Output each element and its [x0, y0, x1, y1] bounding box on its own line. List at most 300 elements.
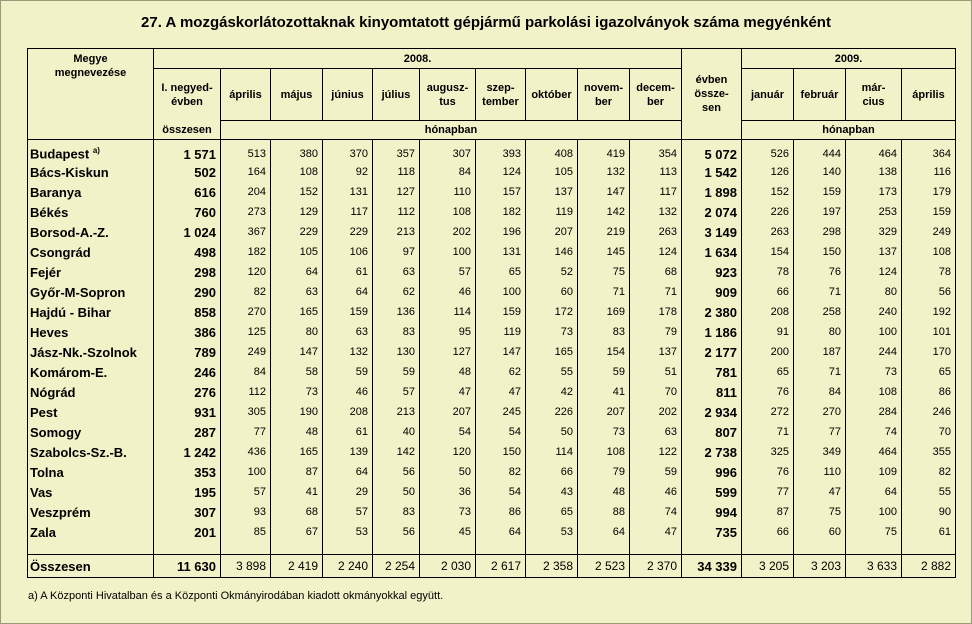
- month-value-2008: 77: [221, 422, 271, 442]
- month-value-2008: 95: [420, 322, 476, 342]
- month-value-2008: 393: [476, 140, 526, 163]
- month-value-2008: 65: [476, 262, 526, 282]
- month-value-2008: 93: [221, 502, 271, 522]
- month-value-2009: 192: [902, 302, 956, 322]
- year-total-value: 599: [682, 482, 742, 502]
- spacer-cell: [373, 542, 420, 555]
- month-value-2008: 79: [578, 462, 630, 482]
- month-value-2009: 253: [846, 202, 902, 222]
- month-value-2008: 273: [221, 202, 271, 222]
- year-total-value: 909: [682, 282, 742, 302]
- month-value-2008: 207: [578, 402, 630, 422]
- table-row: [28, 422, 956, 442]
- month-value-2008: 88: [578, 502, 630, 522]
- spacer-cell: [271, 542, 323, 555]
- month-value-2008: 47: [420, 382, 476, 402]
- month-value-2009: 78: [742, 262, 794, 282]
- month-value-2008: 129: [271, 202, 323, 222]
- month-header-2008: augusz- tus: [420, 69, 476, 121]
- month-value-2008: 127: [373, 182, 420, 202]
- month-value-2008: 87: [271, 462, 323, 482]
- q1-value: 1 242: [154, 442, 221, 462]
- month-value-2009: 71: [794, 282, 846, 302]
- month-header-2009: február: [794, 69, 846, 121]
- month-value-2009: 87: [742, 502, 794, 522]
- q1-value: 616: [154, 182, 221, 202]
- month-value-2008: 178: [630, 302, 682, 322]
- month-value-2008: 132: [630, 202, 682, 222]
- month-value-2009: 246: [902, 402, 956, 422]
- spacer-cell: [578, 542, 630, 555]
- month-value-2008: 82: [476, 462, 526, 482]
- month-value-2008: 64: [323, 282, 373, 302]
- month-value-2008: 47: [476, 382, 526, 402]
- year-total-header: évben össze- sen: [682, 49, 742, 140]
- month-value-2009: 364: [902, 140, 956, 163]
- q1-value: 287: [154, 422, 221, 442]
- table-row: [28, 362, 956, 382]
- page-title: 27. A mozgáskorlátozottaknak kinyomtatott gépjármű parkolási igazolványok száma megyénként: [141, 14, 831, 31]
- month-value-2008: 182: [221, 242, 271, 262]
- month-value-2009: 70: [902, 422, 956, 442]
- year-total-value: 1 186: [682, 322, 742, 342]
- month-value-2008: 50: [526, 422, 578, 442]
- month-value-2008: 59: [373, 362, 420, 382]
- month-value-2009: 263: [742, 222, 794, 242]
- month-value-2008: 2 370: [630, 555, 682, 578]
- month-value-2009: 126: [742, 162, 794, 182]
- year-total-value: 1 898: [682, 182, 742, 202]
- month-value-2008: 45: [420, 522, 476, 542]
- month-value-2009: 526: [742, 140, 794, 163]
- month-value-2009: 258: [794, 302, 846, 322]
- month-header-2008: június: [323, 69, 373, 121]
- month-header-2009: április: [902, 69, 956, 121]
- year-total-value: 781: [682, 362, 742, 382]
- month-value-2008: 152: [271, 182, 323, 202]
- month-value-2009: 109: [846, 462, 902, 482]
- month-value-2008: 150: [476, 442, 526, 462]
- table-row: [28, 402, 956, 422]
- month-value-2009: 76: [742, 382, 794, 402]
- month-value-2008: 147: [271, 342, 323, 362]
- month-value-2008: 2 523: [578, 555, 630, 578]
- spacer-cell: [476, 542, 526, 555]
- month-value-2008: 112: [373, 202, 420, 222]
- month-value-2008: 73: [526, 322, 578, 342]
- month-value-2008: 169: [578, 302, 630, 322]
- month-unit-2008: hónapban: [221, 121, 682, 140]
- q1-value: 386: [154, 322, 221, 342]
- month-header-2008: április: [221, 69, 271, 121]
- month-header-2008: május: [271, 69, 323, 121]
- month-value-2008: 71: [578, 282, 630, 302]
- month-value-2008: 100: [420, 242, 476, 262]
- month-value-2009: 84: [794, 382, 846, 402]
- month-value-2008: 2 358: [526, 555, 578, 578]
- month-value-2008: 164: [221, 162, 271, 182]
- month-value-2008: 2 254: [373, 555, 420, 578]
- month-value-2009: 270: [794, 402, 846, 422]
- month-value-2008: 2 030: [420, 555, 476, 578]
- month-value-2008: 63: [630, 422, 682, 442]
- q1-value: 201: [154, 522, 221, 542]
- month-value-2009: 152: [742, 182, 794, 202]
- month-value-2009: 179: [902, 182, 956, 202]
- month-value-2008: 54: [420, 422, 476, 442]
- month-value-2008: 120: [221, 262, 271, 282]
- month-value-2008: 354: [630, 140, 682, 163]
- data-table: [27, 48, 956, 578]
- month-value-2008: 43: [526, 482, 578, 502]
- month-value-2009: 140: [794, 162, 846, 182]
- county-name: Tolna: [28, 462, 154, 482]
- month-value-2008: 84: [420, 162, 476, 182]
- spacer-cell: [221, 542, 271, 555]
- month-value-2009: 3 633: [846, 555, 902, 578]
- q1-value: 931: [154, 402, 221, 422]
- year-2008-header: 2008.: [154, 49, 682, 69]
- month-value-2009: 47: [794, 482, 846, 502]
- month-value-2008: 159: [476, 302, 526, 322]
- month-value-2008: 100: [476, 282, 526, 302]
- month-value-2008: 68: [630, 262, 682, 282]
- month-value-2009: 101: [902, 322, 956, 342]
- county-name: Összesen: [28, 555, 154, 578]
- month-value-2008: 114: [526, 442, 578, 462]
- month-unit-2009: hónapban: [742, 121, 956, 140]
- month-value-2008: 75: [578, 262, 630, 282]
- month-value-2008: 124: [476, 162, 526, 182]
- month-value-2008: 74: [630, 502, 682, 522]
- month-value-2008: 2 419: [271, 555, 323, 578]
- month-value-2008: 86: [476, 502, 526, 522]
- month-value-2009: 75: [794, 502, 846, 522]
- spacer-cell: [323, 542, 373, 555]
- month-header-2008: október: [526, 69, 578, 121]
- table-row: [28, 462, 956, 482]
- year-total-value: 996: [682, 462, 742, 482]
- month-value-2008: 196: [476, 222, 526, 242]
- q1-header: I. negyed- évben: [154, 69, 221, 121]
- q1-value: 760: [154, 202, 221, 222]
- month-value-2009: 159: [902, 202, 956, 222]
- month-value-2008: 46: [420, 282, 476, 302]
- month-value-2008: 117: [323, 202, 373, 222]
- month-value-2008: 208: [323, 402, 373, 422]
- month-value-2008: 83: [373, 322, 420, 342]
- month-value-2009: 240: [846, 302, 902, 322]
- month-value-2008: 48: [420, 362, 476, 382]
- month-value-2008: 245: [476, 402, 526, 422]
- month-value-2008: 213: [373, 222, 420, 242]
- month-value-2008: 55: [526, 362, 578, 382]
- month-value-2009: 154: [742, 242, 794, 262]
- q1-value: 11 630: [154, 555, 221, 578]
- year-total-value: 2 738: [682, 442, 742, 462]
- spacer-cell: [526, 542, 578, 555]
- month-value-2008: 62: [373, 282, 420, 302]
- month-value-2009: 325: [742, 442, 794, 462]
- month-value-2008: 147: [476, 342, 526, 362]
- footnote-marker: a): [92, 146, 100, 156]
- month-value-2008: 132: [578, 162, 630, 182]
- year-total-value: 1 634: [682, 242, 742, 262]
- month-value-2008: 60: [526, 282, 578, 302]
- month-value-2008: 270: [221, 302, 271, 322]
- q1-value: 858: [154, 302, 221, 322]
- month-value-2008: 58: [271, 362, 323, 382]
- month-header-2008: szep- tember: [476, 69, 526, 121]
- month-value-2008: 146: [526, 242, 578, 262]
- footnote: a) A Központi Hivatalban és a Központi Okmányirodában kiadott okmányokkal együtt.: [28, 590, 444, 602]
- month-value-2009: 76: [742, 462, 794, 482]
- month-value-2008: 165: [271, 302, 323, 322]
- month-value-2009: 86: [902, 382, 956, 402]
- month-value-2008: 172: [526, 302, 578, 322]
- month-value-2009: 100: [846, 322, 902, 342]
- month-value-2008: 108: [578, 442, 630, 462]
- month-value-2008: 52: [526, 262, 578, 282]
- month-value-2008: 46: [630, 482, 682, 502]
- county-name: Borsod-A.-Z.: [28, 222, 154, 242]
- county-name: Baranya: [28, 182, 154, 202]
- county-name: Fejér: [28, 262, 154, 282]
- month-value-2009: 73: [846, 362, 902, 382]
- month-value-2008: 357: [373, 140, 420, 163]
- month-value-2008: 57: [373, 382, 420, 402]
- month-value-2009: 56: [902, 282, 956, 302]
- county-name: Heves: [28, 322, 154, 342]
- spacer-cell: [846, 542, 902, 555]
- year-total-value: 811: [682, 382, 742, 402]
- month-value-2009: 61: [902, 522, 956, 542]
- month-value-2009: 464: [846, 442, 902, 462]
- month-value-2009: 80: [794, 322, 846, 342]
- table-row: [28, 140, 956, 163]
- month-value-2008: 125: [221, 322, 271, 342]
- year-total-value: 3 149: [682, 222, 742, 242]
- month-value-2008: 219: [578, 222, 630, 242]
- month-value-2009: 464: [846, 140, 902, 163]
- county-name: [28, 140, 154, 163]
- month-value-2009: 80: [846, 282, 902, 302]
- spacer-cell: [28, 542, 154, 555]
- month-value-2008: 370: [323, 140, 373, 163]
- month-value-2008: 127: [420, 342, 476, 362]
- spacer-cell: [794, 542, 846, 555]
- month-value-2009: 60: [794, 522, 846, 542]
- month-value-2009: 65: [902, 362, 956, 382]
- year-2009-header: 2009.: [742, 49, 956, 69]
- month-value-2008: 204: [221, 182, 271, 202]
- table-row: [28, 262, 956, 282]
- month-value-2008: 79: [630, 322, 682, 342]
- month-value-2008: 117: [630, 182, 682, 202]
- month-value-2008: 202: [630, 402, 682, 422]
- month-value-2009: 137: [846, 242, 902, 262]
- month-value-2009: 64: [846, 482, 902, 502]
- month-value-2008: 29: [323, 482, 373, 502]
- month-value-2008: 108: [271, 162, 323, 182]
- table-row: [28, 555, 956, 578]
- county-name-text: Budapest: [30, 146, 90, 162]
- month-value-2008: 64: [323, 462, 373, 482]
- month-value-2008: 108: [420, 202, 476, 222]
- month-value-2009: 187: [794, 342, 846, 362]
- month-value-2008: 165: [526, 342, 578, 362]
- month-value-2009: 444: [794, 140, 846, 163]
- month-value-2008: 71: [630, 282, 682, 302]
- month-value-2008: 46: [323, 382, 373, 402]
- month-value-2008: 130: [373, 342, 420, 362]
- county-name: Jász-Nk.-Szolnok: [28, 342, 154, 362]
- month-value-2008: 84: [221, 362, 271, 382]
- month-header-2008: július: [373, 69, 420, 121]
- month-value-2008: 137: [630, 342, 682, 362]
- month-value-2008: 2 617: [476, 555, 526, 578]
- month-value-2009: 77: [742, 482, 794, 502]
- table-row: [28, 322, 956, 342]
- year-total-value: 2 934: [682, 402, 742, 422]
- month-value-2009: 66: [742, 522, 794, 542]
- month-value-2008: 202: [420, 222, 476, 242]
- month-value-2008: 73: [578, 422, 630, 442]
- month-value-2008: 229: [323, 222, 373, 242]
- month-value-2008: 436: [221, 442, 271, 462]
- month-value-2008: 142: [373, 442, 420, 462]
- month-value-2008: 120: [420, 442, 476, 462]
- month-value-2008: 157: [476, 182, 526, 202]
- year-total-value: 807: [682, 422, 742, 442]
- month-value-2008: 131: [476, 242, 526, 262]
- year-total-value: 923: [682, 262, 742, 282]
- month-value-2008: 41: [271, 482, 323, 502]
- month-value-2008: 73: [271, 382, 323, 402]
- month-header-2009: január: [742, 69, 794, 121]
- month-value-2008: 48: [271, 422, 323, 442]
- month-value-2009: 3 205: [742, 555, 794, 578]
- month-value-2008: 53: [526, 522, 578, 542]
- year-total-value: 994: [682, 502, 742, 522]
- county-name: Komárom-E.: [28, 362, 154, 382]
- month-value-2009: 3 203: [794, 555, 846, 578]
- month-value-2008: 80: [271, 322, 323, 342]
- month-value-2009: 200: [742, 342, 794, 362]
- month-value-2008: 213: [373, 402, 420, 422]
- county-name: Szabolcs-Sz.-B.: [28, 442, 154, 462]
- month-value-2008: 139: [323, 442, 373, 462]
- month-value-2009: 77: [794, 422, 846, 442]
- month-header-2008: novem- ber: [578, 69, 630, 121]
- month-value-2009: 66: [742, 282, 794, 302]
- month-value-2008: 50: [373, 482, 420, 502]
- month-value-2009: 90: [902, 502, 956, 522]
- year-total-value: 1 542: [682, 162, 742, 182]
- month-value-2008: 59: [323, 362, 373, 382]
- table-row: [28, 222, 956, 242]
- month-value-2008: 64: [476, 522, 526, 542]
- month-value-2009: 108: [846, 382, 902, 402]
- month-value-2008: 3 898: [221, 555, 271, 578]
- month-header-2008: decem- ber: [630, 69, 682, 121]
- month-value-2008: 207: [526, 222, 578, 242]
- month-value-2008: 124: [630, 242, 682, 262]
- table-row: [28, 382, 956, 402]
- month-value-2009: 298: [794, 222, 846, 242]
- month-value-2008: 105: [271, 242, 323, 262]
- month-value-2009: 349: [794, 442, 846, 462]
- month-value-2008: 67: [271, 522, 323, 542]
- month-value-2008: 57: [323, 502, 373, 522]
- month-value-2008: 83: [578, 322, 630, 342]
- month-value-2008: 63: [323, 322, 373, 342]
- month-value-2008: 305: [221, 402, 271, 422]
- month-value-2008: 57: [420, 262, 476, 282]
- month-value-2009: 226: [742, 202, 794, 222]
- spacer-cell: [420, 542, 476, 555]
- month-value-2008: 83: [373, 502, 420, 522]
- month-value-2008: 419: [578, 140, 630, 163]
- month-value-2008: 73: [420, 502, 476, 522]
- month-value-2008: 100: [221, 462, 271, 482]
- q1-value: 1 024: [154, 222, 221, 242]
- month-value-2008: 307: [420, 140, 476, 163]
- month-value-2008: 408: [526, 140, 578, 163]
- month-value-2008: 106: [323, 242, 373, 262]
- month-value-2008: 136: [373, 302, 420, 322]
- month-value-2009: 74: [846, 422, 902, 442]
- month-value-2008: 131: [323, 182, 373, 202]
- month-value-2008: 118: [373, 162, 420, 182]
- month-value-2008: 380: [271, 140, 323, 163]
- county-name: Hajdú - Bihar: [28, 302, 154, 322]
- county-name: Pest: [28, 402, 154, 422]
- month-value-2009: 284: [846, 402, 902, 422]
- month-value-2008: 263: [630, 222, 682, 242]
- q1-value: 195: [154, 482, 221, 502]
- month-value-2008: 36: [420, 482, 476, 502]
- table-row: [28, 202, 956, 222]
- month-value-2008: 229: [271, 222, 323, 242]
- month-value-2009: 208: [742, 302, 794, 322]
- month-value-2009: 170: [902, 342, 956, 362]
- month-value-2009: 355: [902, 442, 956, 462]
- month-value-2009: 116: [902, 162, 956, 182]
- month-value-2008: 226: [526, 402, 578, 422]
- q1-sub-header: összesen: [154, 121, 221, 140]
- month-value-2009: 329: [846, 222, 902, 242]
- county-name: Bács-Kiskun: [28, 162, 154, 182]
- spacer-row: [28, 542, 956, 555]
- month-value-2008: 56: [373, 462, 420, 482]
- year-total-value: 34 339: [682, 555, 742, 578]
- month-value-2009: 71: [742, 422, 794, 442]
- q1-value: 307: [154, 502, 221, 522]
- month-value-2008: 64: [578, 522, 630, 542]
- q1-value: 276: [154, 382, 221, 402]
- month-value-2008: 59: [630, 462, 682, 482]
- county-name: Nógrád: [28, 382, 154, 402]
- q1-value: 1 571: [154, 140, 221, 163]
- spacer-cell: [154, 542, 221, 555]
- month-value-2009: 75: [846, 522, 902, 542]
- table-row: [28, 162, 956, 182]
- q1-value: 290: [154, 282, 221, 302]
- table-row: [28, 342, 956, 362]
- table-row: [28, 522, 956, 542]
- county-name: Zala: [28, 522, 154, 542]
